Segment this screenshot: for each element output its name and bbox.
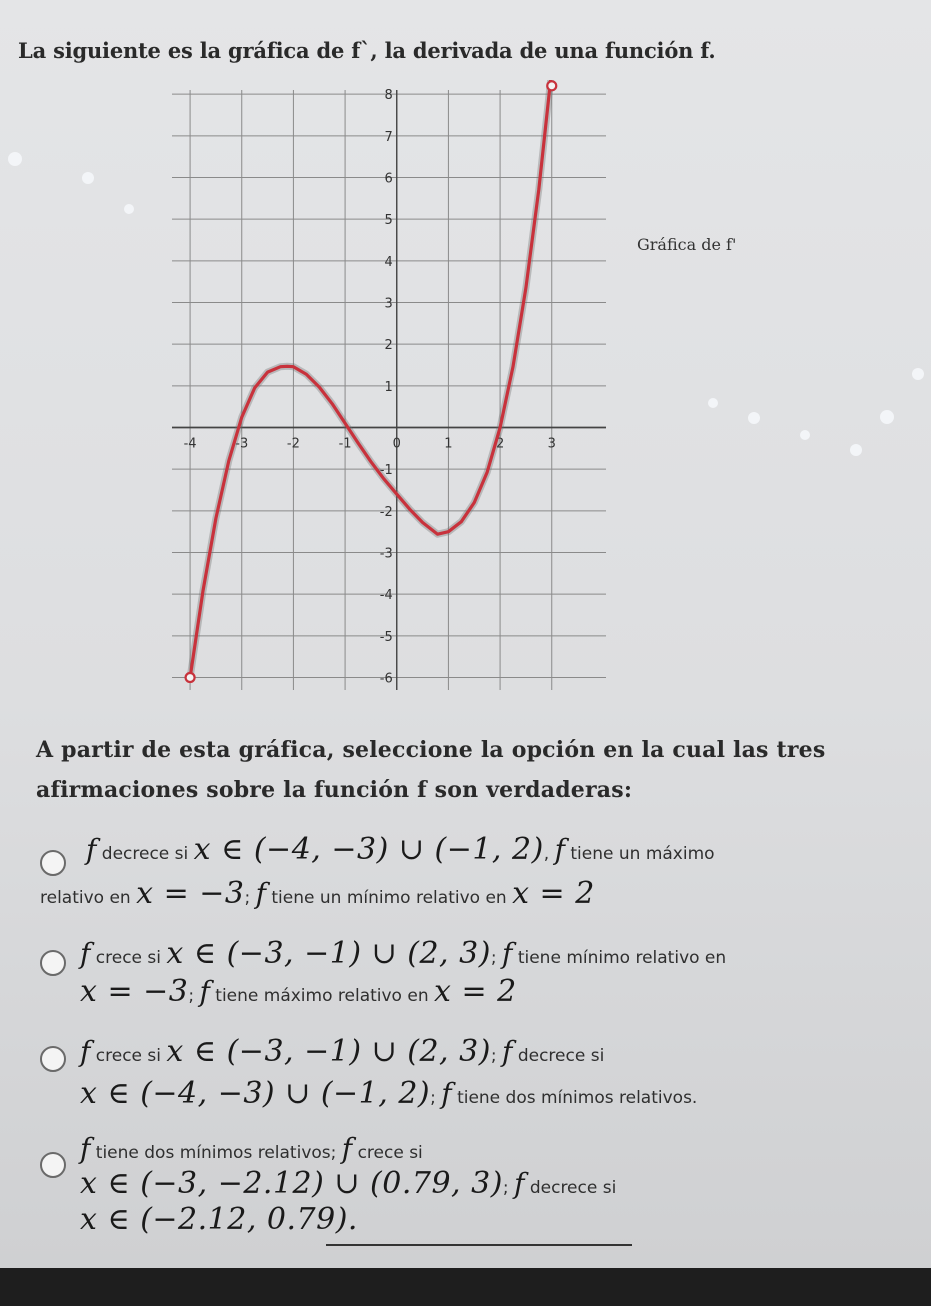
answer-option-2[interactable] — [40, 936, 880, 1016]
option-4-math-1: x ∈ (−3, −2.12) ∪ (0.79, 3) — [80, 1166, 503, 1201]
option-1-math-3: x = 2 — [512, 876, 595, 911]
f-symbol: f — [80, 1035, 91, 1068]
x-tick-label: 2 — [495, 436, 505, 452]
option-2-words-b: tiene mínimo relativo en — [517, 948, 727, 968]
y-tick-label: -3 — [379, 546, 393, 562]
option-1-words-b: tiene un máximo — [570, 844, 715, 864]
x-tick-label: -4 — [183, 436, 197, 452]
option-2-math-3: x = 2 — [434, 974, 517, 1009]
option-1-sep-2: ; — [244, 888, 251, 908]
option-3-words-a: crece si — [95, 1046, 161, 1066]
question-prompt: La siguiente es la gráfica de f`, la derivada de una función f. — [18, 38, 716, 63]
y-tick-label: -4 — [379, 588, 393, 604]
option-3-math-2: x ∈ (−4, −3) ∪ (−1, 2) — [80, 1076, 431, 1111]
f-symbol: f — [502, 937, 513, 970]
option-3-words-c: tiene dos mínimos relativos. — [457, 1088, 698, 1108]
radio-button-option-4[interactable] — [40, 1152, 66, 1178]
radio-button-option-3[interactable] — [40, 1046, 66, 1072]
chart-label: Gráfica de f' — [637, 235, 737, 254]
x-tick-label: -1 — [338, 436, 352, 452]
option-1-math-1: x ∈ (−4, −3) ∪ (−1, 2) — [193, 832, 544, 867]
glare-dot — [912, 368, 924, 380]
underline-mark — [326, 1244, 632, 1246]
f-symbol: f — [86, 833, 97, 866]
y-tick-label: 2 — [384, 338, 393, 354]
option-1-math-2: x = −3 — [136, 876, 245, 911]
derivative-curve-shadow — [190, 80, 552, 677]
option-2-words-c: tiene máximo relativo en — [215, 986, 429, 1006]
option-2-sep-1: ; — [490, 948, 497, 968]
derivative-curve-layer — [183, 80, 557, 682]
x-tick-label: 3 — [547, 436, 556, 452]
option-4-words-b: crece si — [357, 1143, 423, 1163]
option-1-sep-1: , — [543, 844, 550, 864]
option-4-words-c: decrece si — [529, 1178, 617, 1198]
y-tick-label: 7 — [384, 129, 393, 145]
glare-dot — [82, 172, 94, 184]
answer-option-4[interactable] — [40, 1132, 880, 1252]
y-tick-label: 1 — [384, 379, 393, 395]
y-tick-label: 8 — [384, 88, 393, 104]
option-3-sep-2: ; — [430, 1088, 436, 1108]
f-symbol: f — [255, 877, 266, 910]
instruction-text: A partir de esta gráfica, seleccione la opción en la cual las tres afirmaciones sobre la función f son verdaderas: — [36, 737, 826, 803]
y-tick-label: 4 — [384, 254, 393, 270]
glare-dot — [850, 444, 862, 456]
x-tick-label: 1 — [444, 436, 453, 452]
x-tick-label: -2 — [286, 436, 300, 452]
glare-dot — [8, 152, 22, 166]
curve-endpoint — [186, 673, 195, 682]
option-3-math-1: x ∈ (−3, −1) ∪ (2, 3) — [166, 1034, 491, 1069]
y-tick-label: 6 — [384, 171, 393, 187]
y-tick-label: 5 — [384, 213, 393, 229]
option-2-math-1: x ∈ (−3, −1) ∪ (2, 3) — [166, 936, 491, 971]
option-4-math-2: x ∈ (−2.12, 0.79). — [80, 1202, 358, 1237]
f-symbol: f — [341, 1132, 353, 1165]
y-tick-label: -6 — [379, 671, 393, 687]
screen-bottom-bar — [0, 1268, 931, 1306]
derivative-curve — [190, 80, 552, 677]
option-4-words-a: tiene dos mínimos relativos; — [95, 1143, 337, 1163]
derivative-chart — [150, 80, 770, 710]
answer-option-1[interactable] — [40, 832, 880, 912]
radio-button-option-1[interactable] — [40, 850, 66, 876]
f-symbol: f — [441, 1077, 452, 1110]
curve-endpoint — [547, 81, 556, 90]
y-tick-label: -5 — [379, 629, 393, 645]
f-symbol: f — [502, 1035, 513, 1068]
f-symbol: f — [80, 937, 91, 970]
f-symbol: f — [554, 833, 565, 866]
option-3-sep-1: ; — [490, 1046, 497, 1066]
f-symbol: f — [80, 1132, 91, 1165]
answer-option-3[interactable] — [40, 1034, 880, 1114]
glare-dot — [880, 410, 894, 424]
option-1-words-d: tiene un mínimo relativo en — [271, 888, 507, 908]
y-tick-label: -2 — [379, 504, 393, 520]
option-1-words-a: decrece si — [101, 844, 189, 864]
y-tick-label: -1 — [379, 463, 393, 479]
option-1-words-c: relativo en — [40, 888, 131, 908]
x-tick-label: -3 — [235, 436, 249, 452]
option-4-sep-1: ; — [502, 1178, 509, 1198]
y-tick-label: 3 — [384, 296, 393, 312]
f-symbol: f — [199, 975, 210, 1008]
radio-button-option-2[interactable] — [40, 950, 66, 976]
glare-dot — [124, 204, 134, 214]
x-tick-label: 0 — [392, 436, 401, 452]
f-symbol: f — [514, 1167, 525, 1200]
glare-dot — [800, 430, 810, 440]
option-2-words-a: crece si — [95, 948, 161, 968]
option-3-words-b: decrece si — [517, 1046, 605, 1066]
option-2-sep-2: ; — [188, 986, 195, 1006]
option-2-math-2: x = −3 — [80, 974, 189, 1009]
